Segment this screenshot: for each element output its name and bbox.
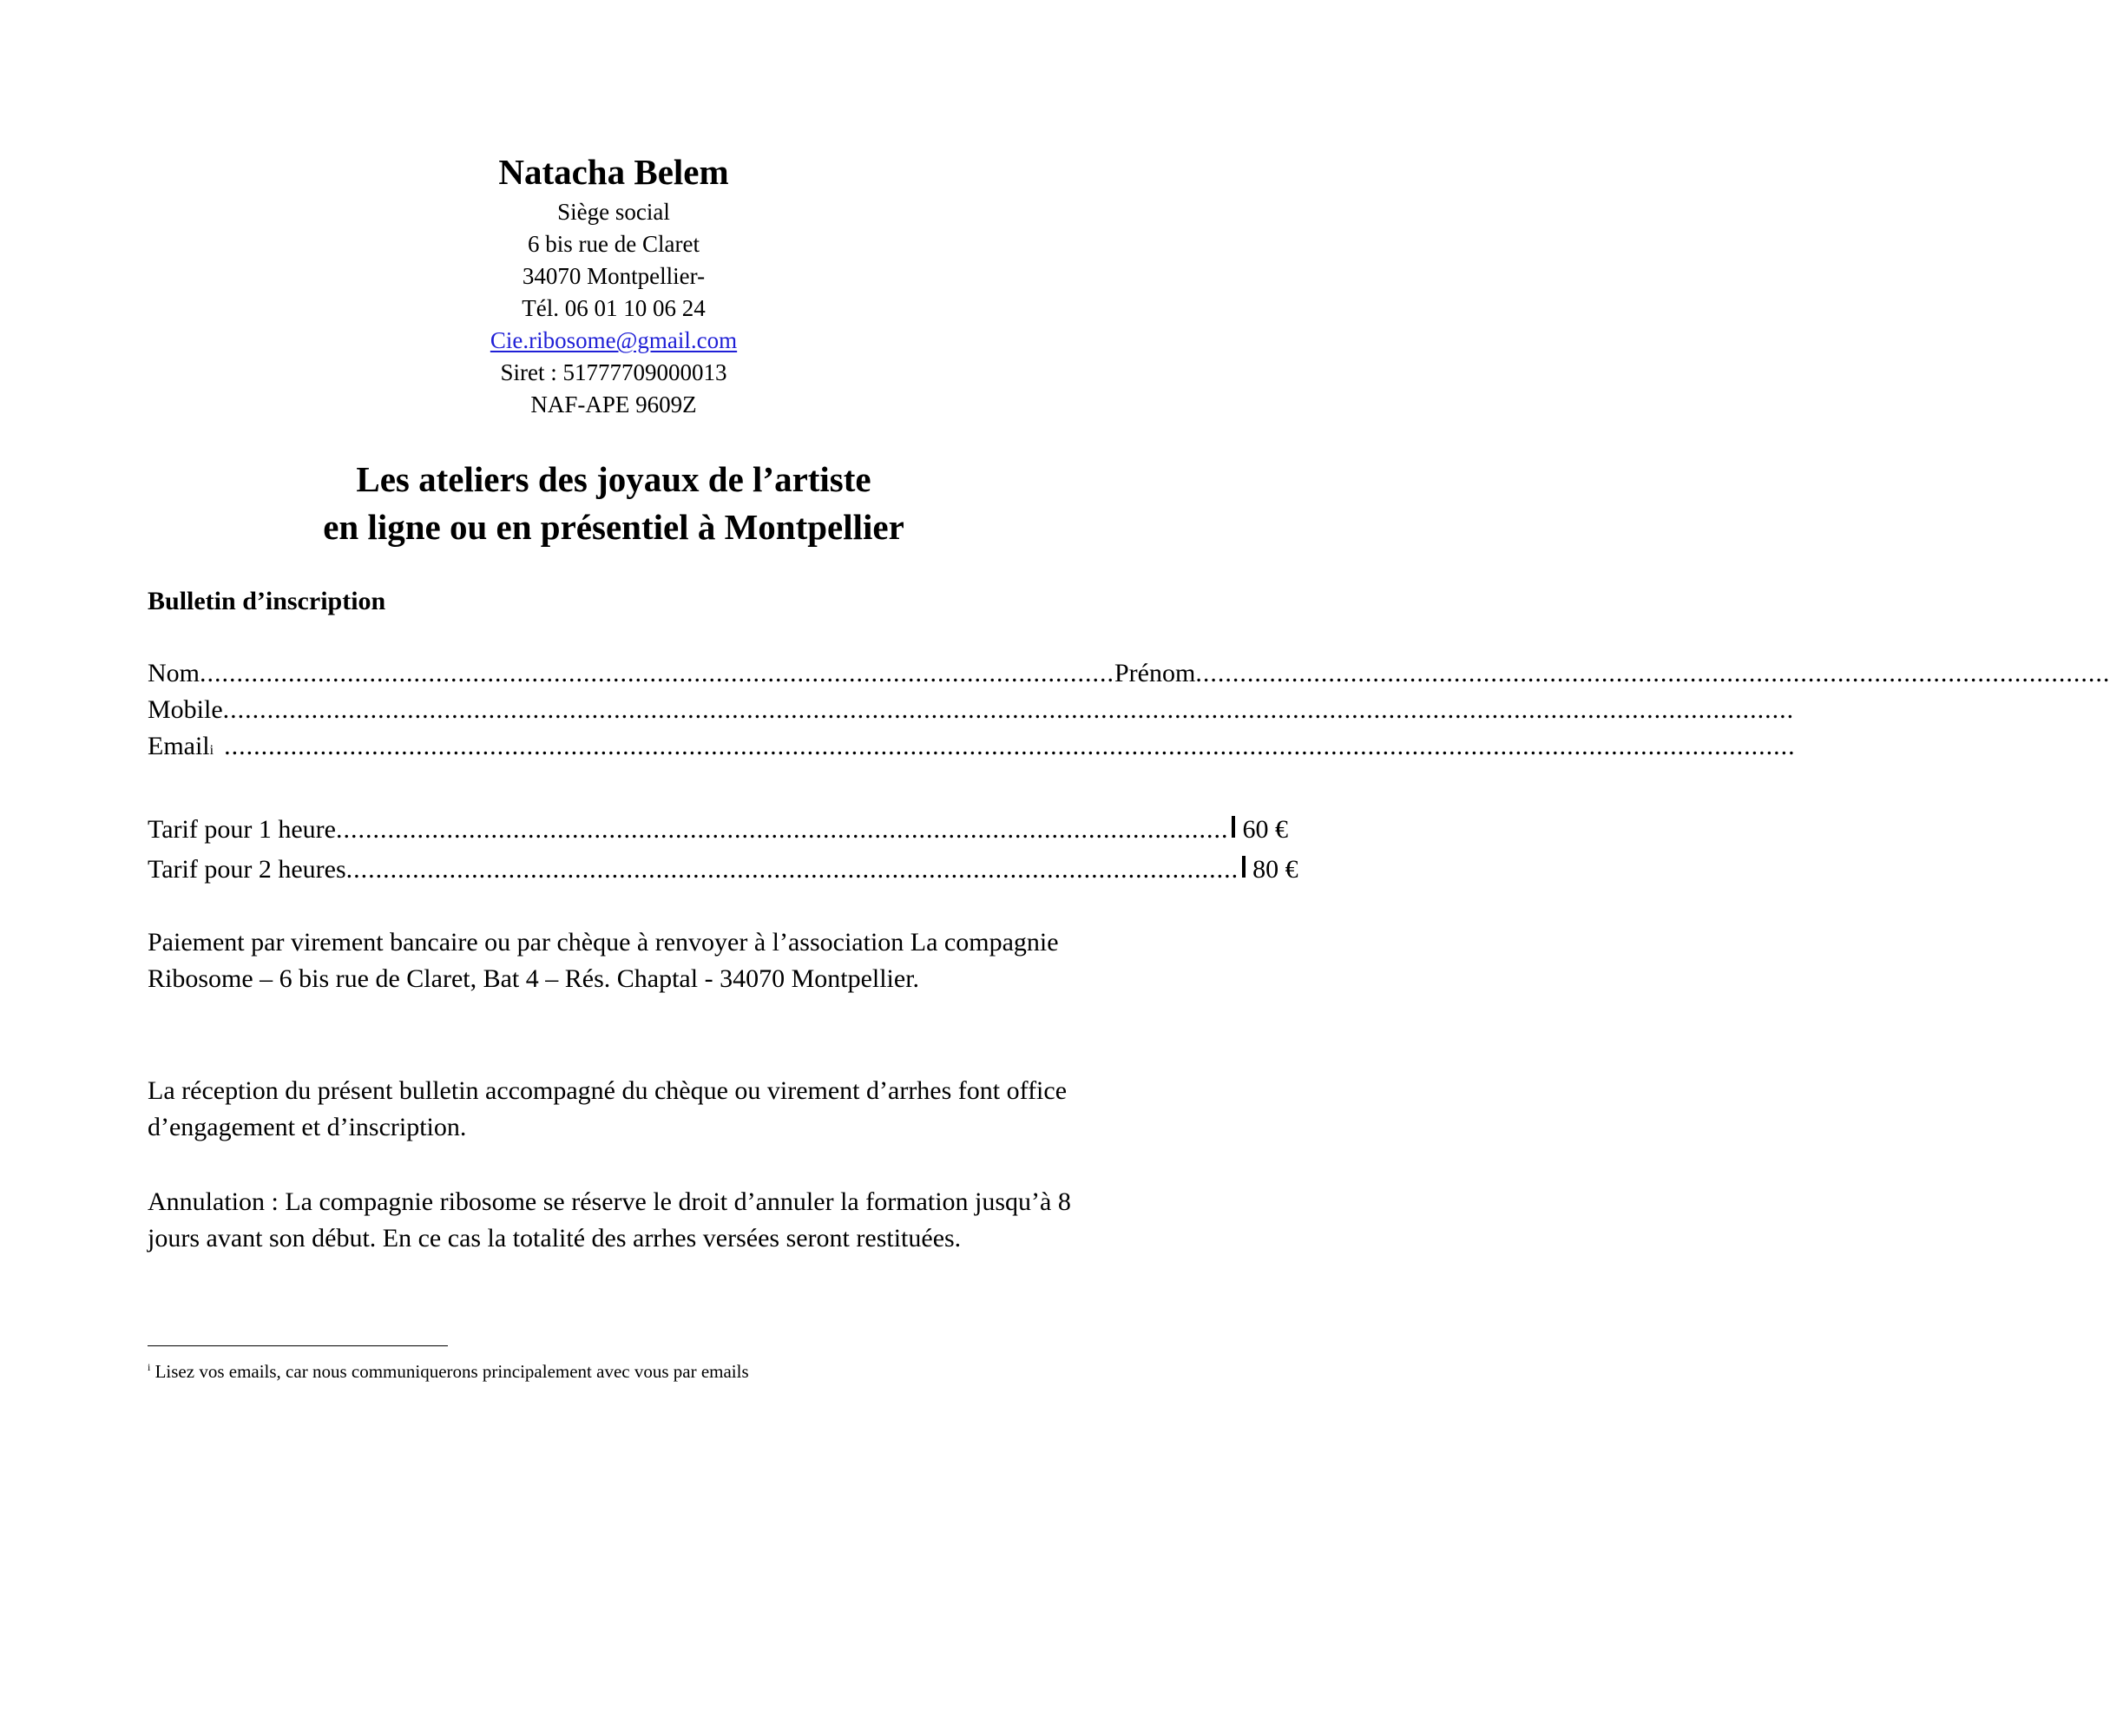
footnote-marker: i bbox=[148, 1361, 151, 1373]
mobile-row bbox=[148, 692, 1795, 728]
naf-code: NAF-APE 9609Z bbox=[530, 391, 697, 418]
document-title bbox=[0, 456, 1227, 551]
email-link[interactable]: Cie.ribosome@gmail.com bbox=[490, 327, 738, 353]
payment-paragraph bbox=[148, 924, 1080, 997]
nom-label: Nom bbox=[148, 659, 200, 687]
pricing-options bbox=[148, 812, 1298, 888]
checkbox-2h[interactable] bbox=[1242, 856, 1246, 878]
address-line-city: 34070 Montpellier- bbox=[522, 263, 706, 289]
letterhead bbox=[0, 148, 1227, 421]
footnote-separator bbox=[148, 1345, 448, 1346]
siret-number: Siret : 51777709000013 bbox=[500, 359, 727, 385]
price-row-1h bbox=[148, 812, 1288, 848]
organization-name: Natacha Belem bbox=[498, 152, 729, 192]
mobile-label: Mobile bbox=[148, 695, 223, 724]
registration-form bbox=[148, 655, 2110, 765]
address-line-seat: Siège social bbox=[557, 199, 670, 225]
footnote-text: Lisez vos emails, car nous communiquerons principalement avec vous par emails bbox=[150, 1361, 749, 1382]
price-value-2h: 80 € bbox=[1252, 855, 1298, 884]
prenom-field[interactable]: ............................................................................................................................ bbox=[1195, 659, 2110, 687]
title-line-2: en ligne ou en présentiel à Montpellier bbox=[323, 507, 904, 547]
title-line-1: Les ateliers des joyaux de l’artiste bbox=[356, 459, 871, 499]
reception-text: La réception du présent bulletin accompagné du chèque ou virement d’arrhes font office d’engagement et d’inscription. bbox=[148, 1076, 1068, 1141]
checkbox-1h[interactable] bbox=[1232, 816, 1235, 838]
name-row bbox=[148, 655, 2110, 692]
email-row: Email i ..................................................................................................................................................................................................................... bbox=[148, 728, 1080, 765]
email-field[interactable]: ..................................................................................................................................................................................................................... bbox=[224, 732, 1796, 760]
email-line bbox=[0, 325, 1227, 357]
price-label-1h: Tarif pour 1 heure bbox=[148, 815, 336, 844]
phone-number: Tél. 06 01 10 06 24 bbox=[522, 295, 706, 321]
prenom-label: Prénom bbox=[1114, 659, 1196, 687]
reception-paragraph bbox=[148, 1073, 1080, 1146]
section-heading: Bulletin d’inscription bbox=[148, 587, 386, 615]
address-line-street: 6 bis rue de Claret bbox=[528, 231, 700, 257]
payment-text: Paiement par virement bancaire ou par chèque à renvoyer à l’association La compagnie Ribosome – 6 bis rue de Claret, Bat 4 – Rés. Chaptal - 34070 Montpellier. bbox=[148, 928, 1059, 993]
cancellation-text: Annulation : La compagnie ribosome se réserve le droit d’annuler la formation jusqu’à 8 jours avant son début. En ce cas la totalité des arrhes versées seront restituées. bbox=[148, 1187, 1071, 1253]
cancellation-paragraph bbox=[148, 1184, 1080, 1257]
mobile-field[interactable]: ..................................................................................................................................................................................................................... bbox=[222, 695, 1795, 724]
email-label: Email bbox=[148, 732, 210, 760]
leader-dots: ......................................................................................................................... bbox=[335, 815, 1229, 844]
nom-field[interactable]: ............................................................................................................................ bbox=[200, 659, 1114, 687]
price-label-2h: Tarif pour 2 heures bbox=[148, 855, 346, 884]
price-row-2h bbox=[148, 852, 1298, 888]
leader-dots: ......................................................................................................................... bbox=[345, 855, 1239, 884]
footnote bbox=[148, 1359, 749, 1384]
price-value-1h: 60 € bbox=[1242, 815, 1288, 844]
